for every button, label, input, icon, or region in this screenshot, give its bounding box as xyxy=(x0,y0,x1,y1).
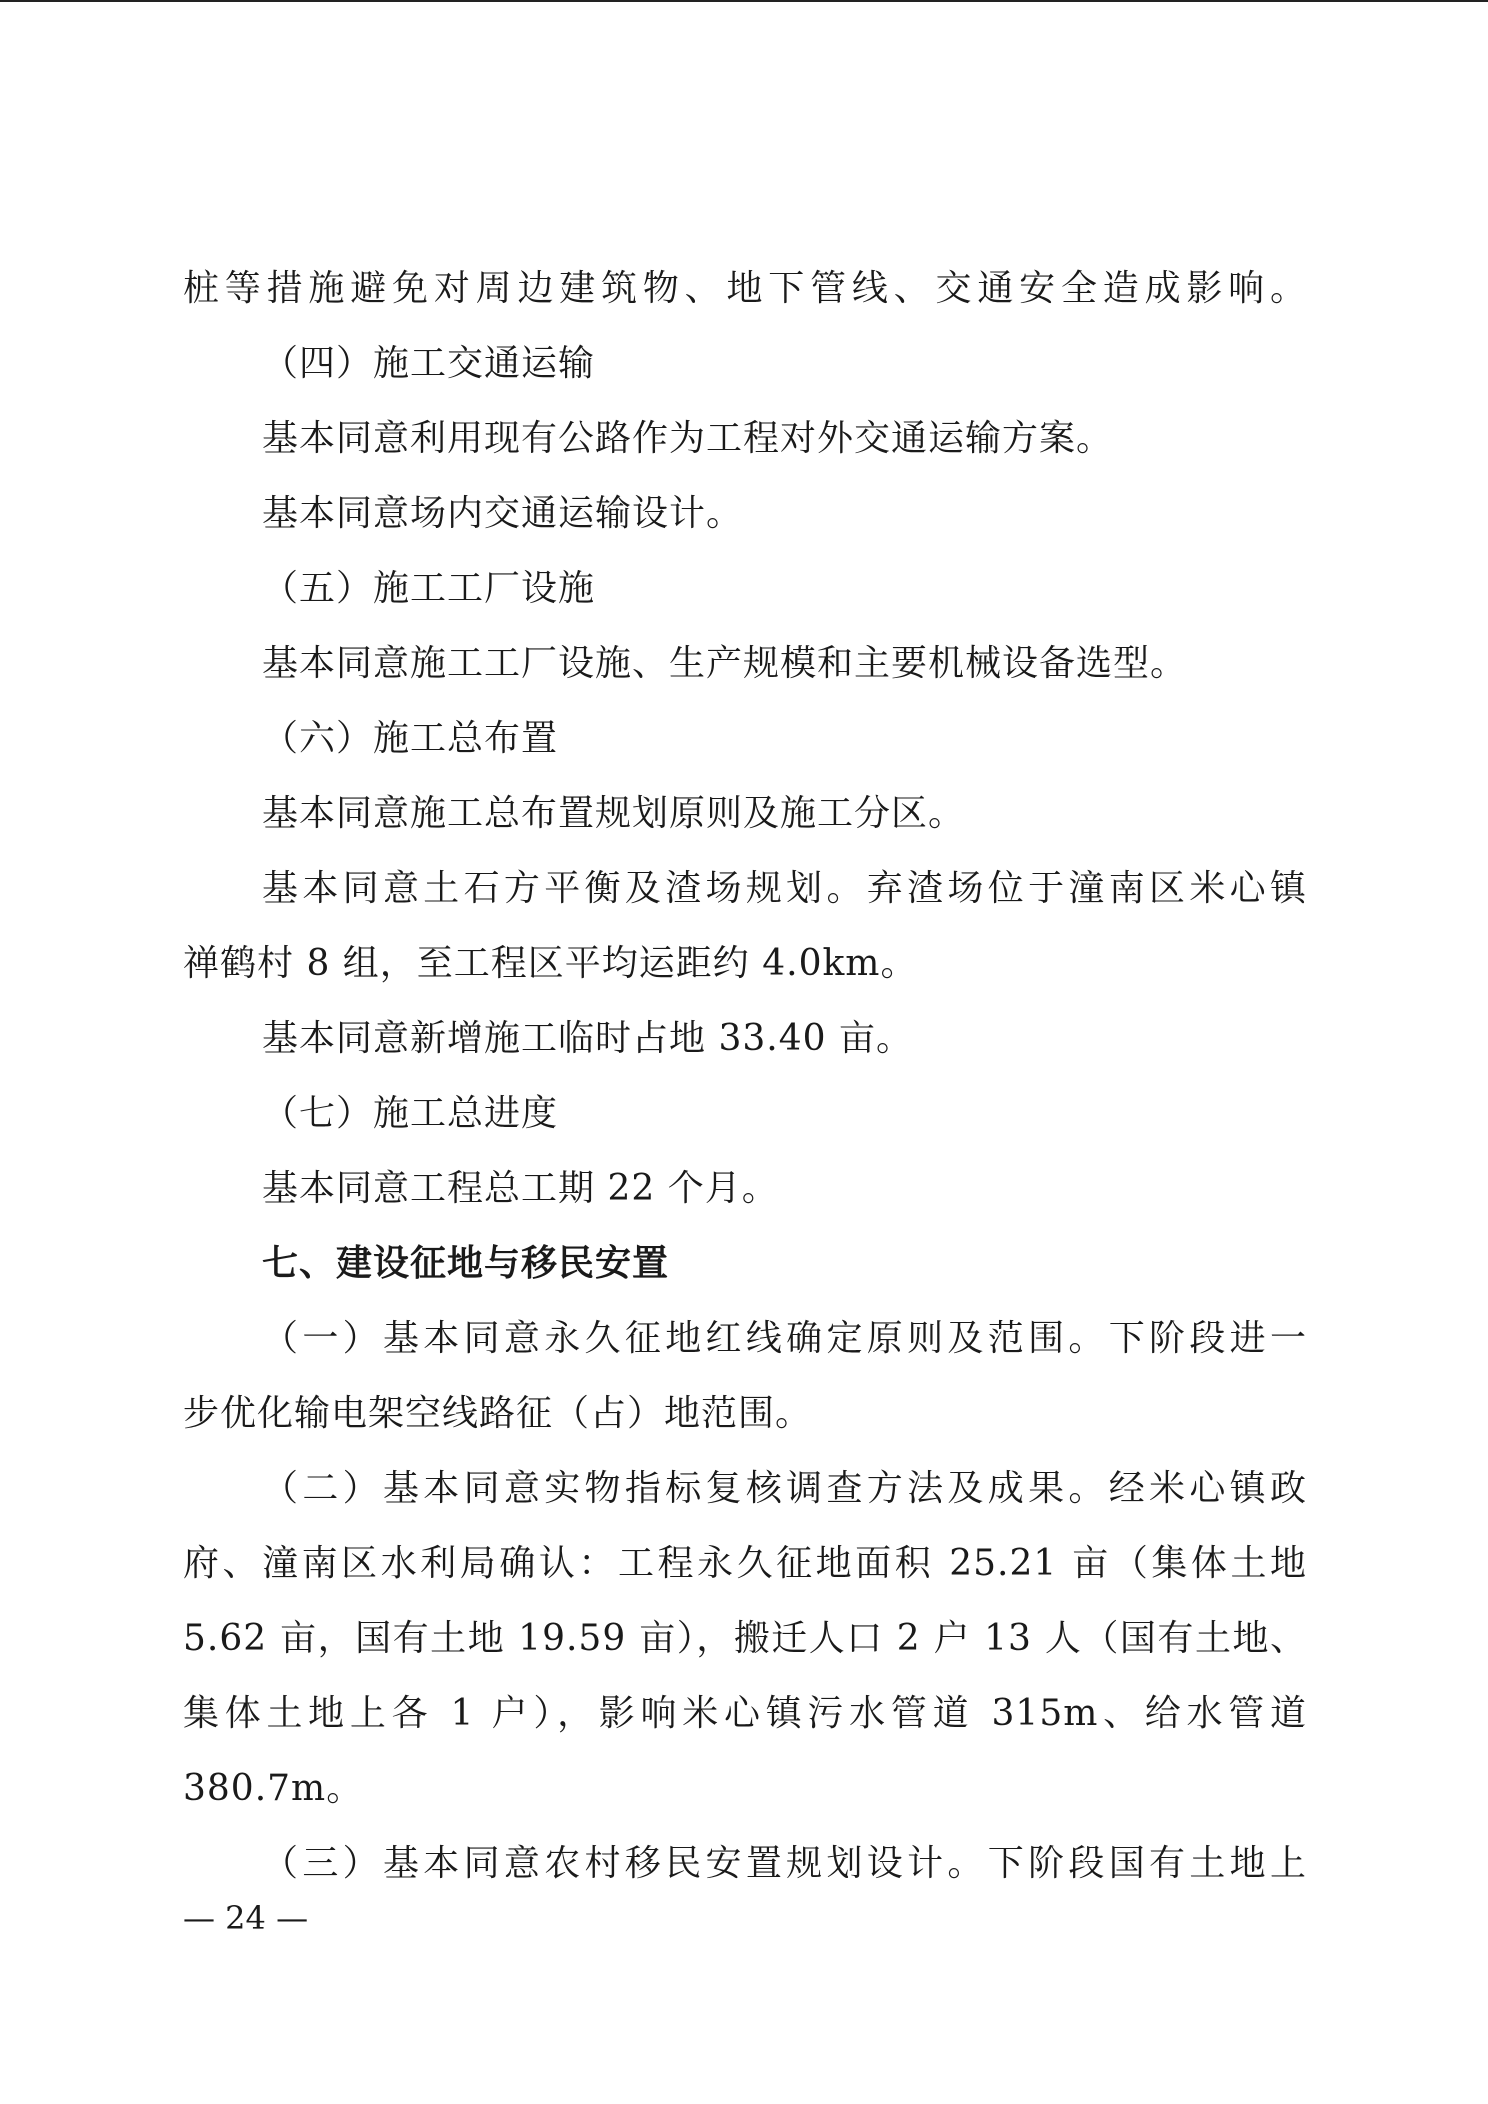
chapter-heading: 七、建设征地与移民安置 xyxy=(262,1243,670,1284)
paragraph-line: 禅鹤村 8 组，至工程区平均运距约 4.0km。 xyxy=(183,943,918,984)
paragraph-line: （三）基本同意农村移民安置规划设计。下阶段国有土地上 xyxy=(262,1843,1307,1884)
paragraph-line: 基本同意场内交通运输设计。 xyxy=(262,493,744,534)
paragraph-line: （二）基本同意实物指标复核调查方法及成果。经米心镇政 xyxy=(262,1468,1307,1509)
section-heading: （六）施工总布置 xyxy=(262,718,559,759)
section-heading: （四）施工交通运输 xyxy=(262,343,596,384)
paragraph-line: 基本同意施工总布置规划原则及施工分区。 xyxy=(262,793,966,834)
top-border-rule xyxy=(0,0,1488,2)
paragraph-line: 380.7m。 xyxy=(183,1768,364,1809)
paragraph-line: 基本同意新增施工临时占地 33.40 亩。 xyxy=(262,1018,913,1059)
paragraph-line: （一）基本同意永久征地红线确定原则及范围。下阶段进一 xyxy=(262,1318,1307,1359)
paragraph-line: 基本同意工程总工期 22 个月。 xyxy=(262,1168,779,1209)
section-heading: （五）施工工厂设施 xyxy=(262,568,596,609)
paragraph-line: 步优化输电架空线路征（占）地范围。 xyxy=(183,1393,813,1434)
paragraph-line: 基本同意利用现有公路作为工程对外交通运输方案。 xyxy=(262,418,1114,459)
page-number: — 24 — xyxy=(183,1899,309,1937)
paragraph-line: 府、潼南区水利局确认：工程永久征地面积 25.21 亩（集体土地 xyxy=(183,1543,1307,1584)
paragraph-line: 集体土地上各 1 户），影响米心镇污水管道 315m、给水管道 xyxy=(183,1693,1307,1734)
paragraph-line: 5.62 亩，国有土地 19.59 亩），搬迁人口 2 户 13 人（国有土地、 xyxy=(183,1618,1307,1659)
paragraph-line: 基本同意施工工厂设施、生产规模和主要机械设备选型。 xyxy=(262,643,1188,684)
paragraph-line: 桩等措施避免对周边建筑物、地下管线、交通安全造成影响。 xyxy=(183,268,1307,309)
section-heading: （七）施工总进度 xyxy=(262,1093,559,1134)
paragraph-line: 基本同意土石方平衡及渣场规划。弃渣场位于潼南区米心镇 xyxy=(262,868,1307,909)
